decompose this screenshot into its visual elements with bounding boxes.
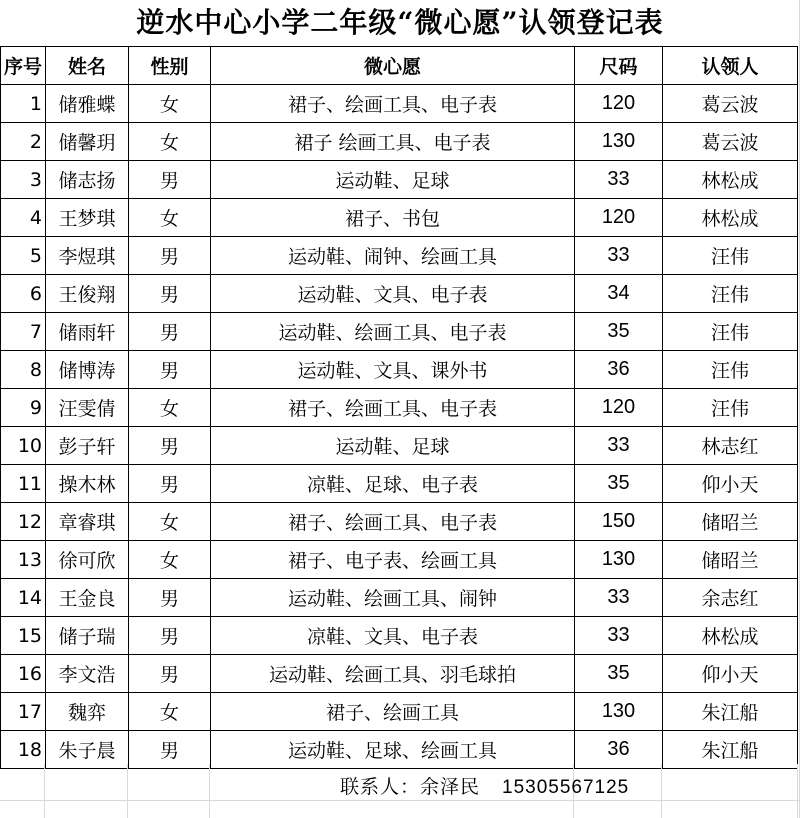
contact-label: 联系人：余泽民 — [340, 776, 481, 798]
table-row — [1, 731, 798, 769]
header-size: 尺码 — [575, 47, 663, 85]
contact-phone: 15305567125 — [502, 777, 630, 798]
cell-size: 130 — [575, 541, 663, 579]
registration-table — [0, 46, 798, 769]
header-gender: 性别 — [129, 47, 211, 85]
cell-claimer: 林松成 — [663, 161, 798, 199]
cell-size: 33 — [575, 427, 663, 465]
table-row — [1, 199, 798, 237]
cell-claimer: 余志红 — [663, 579, 798, 617]
cell-gender: 男 — [129, 275, 211, 313]
cell-wish: 裙子、绘画工具 — [211, 693, 575, 731]
cell-index: 15 — [1, 617, 46, 655]
cell-claimer: 仰小天 — [663, 655, 798, 693]
cell-wish: 运动鞋、足球、绘画工具 — [211, 731, 575, 769]
cell-gender: 男 — [129, 465, 211, 503]
header-claimer: 认领人 — [663, 47, 798, 85]
cell-name: 储志扬 — [46, 161, 129, 199]
cell-wish: 裙子、书包 — [211, 199, 575, 237]
cell-name: 操木林 — [46, 465, 129, 503]
cell-claimer: 林松成 — [663, 617, 798, 655]
header-name: 姓名 — [46, 47, 129, 85]
table-row — [1, 161, 798, 199]
cell-claimer: 朱江船 — [663, 693, 798, 731]
cell-claimer: 储昭兰 — [663, 503, 798, 541]
cell-index: 17 — [1, 693, 46, 731]
cell-claimer: 林松成 — [663, 199, 798, 237]
table-row — [1, 85, 798, 123]
cell-wish: 运动鞋、绘画工具、羽毛球拍 — [211, 655, 575, 693]
cell-name: 储雅蝶 — [46, 85, 129, 123]
cell-wish: 运动鞋、足球 — [211, 427, 575, 465]
cell-size: 35 — [575, 655, 663, 693]
cell-index: 2 — [1, 123, 46, 161]
cell-claimer: 仰小天 — [663, 465, 798, 503]
cell-size: 130 — [575, 123, 663, 161]
page-title: 逆水中心小学二年级“微心愿”认领登记表 — [136, 6, 664, 39]
cell-size: 33 — [575, 161, 663, 199]
cell-size: 36 — [575, 731, 663, 769]
cell-wish: 凉鞋、足球、电子表 — [211, 465, 575, 503]
cell-index: 12 — [1, 503, 46, 541]
cell-claimer: 汪伟 — [663, 313, 798, 351]
cell-index: 7 — [1, 313, 46, 351]
cell-gender: 男 — [129, 237, 211, 275]
cell-name: 李煜琪 — [46, 237, 129, 275]
cell-size: 130 — [575, 693, 663, 731]
cell-wish: 凉鞋、文具、电子表 — [211, 617, 575, 655]
cell-claimer: 汪伟 — [663, 351, 798, 389]
cell-size: 33 — [575, 237, 663, 275]
cell-size: 150 — [575, 503, 663, 541]
cell-gender: 女 — [129, 503, 211, 541]
table-row — [1, 655, 798, 693]
cell-name: 朱子晨 — [46, 731, 129, 769]
cell-index: 9 — [1, 389, 46, 427]
cell-index: 11 — [1, 465, 46, 503]
table-row — [1, 579, 798, 617]
cell-size: 120 — [575, 199, 663, 237]
cell-wish: 裙子、电子表、绘画工具 — [211, 541, 575, 579]
cell-gender: 男 — [129, 617, 211, 655]
cell-gender: 女 — [129, 389, 211, 427]
cell-gender: 男 — [129, 351, 211, 389]
table-row — [1, 313, 798, 351]
cell-index: 16 — [1, 655, 46, 693]
cell-size: 34 — [575, 275, 663, 313]
table-row — [1, 503, 798, 541]
cell-index: 13 — [1, 541, 46, 579]
header-index: 序号 — [1, 47, 46, 85]
cell-claimer: 葛云波 — [663, 123, 798, 161]
cell-size: 35 — [575, 313, 663, 351]
table-row — [1, 275, 798, 313]
cell-name: 李文浩 — [46, 655, 129, 693]
cell-wish: 运动鞋、文具、电子表 — [211, 275, 575, 313]
cell-claimer: 汪伟 — [663, 275, 798, 313]
cell-wish: 裙子、绘画工具、电子表 — [211, 389, 575, 427]
table-row — [1, 351, 798, 389]
cell-name: 储雨轩 — [46, 313, 129, 351]
cell-wish: 运动鞋、闹钟、绘画工具 — [211, 237, 575, 275]
cell-claimer: 朱江船 — [663, 731, 798, 769]
cell-index: 8 — [1, 351, 46, 389]
cell-name: 王梦琪 — [46, 199, 129, 237]
table-row — [1, 389, 798, 427]
header-wish: 微心愿 — [211, 47, 575, 85]
cell-gender: 男 — [129, 313, 211, 351]
cell-size: 36 — [575, 351, 663, 389]
table-body — [1, 85, 798, 769]
cell-index: 1 — [1, 85, 46, 123]
table-row — [1, 617, 798, 655]
cell-wish: 运动鞋、绘画工具、闹钟 — [211, 579, 575, 617]
cell-gender: 女 — [129, 693, 211, 731]
cell-claimer: 葛云波 — [663, 85, 798, 123]
cell-gender: 男 — [129, 655, 211, 693]
cell-gender: 女 — [129, 541, 211, 579]
cell-name: 王金良 — [46, 579, 129, 617]
cell-gender: 男 — [129, 579, 211, 617]
cell-size: 33 — [575, 579, 663, 617]
cell-gender: 男 — [129, 731, 211, 769]
cell-wish: 裙子、绘画工具、电子表 — [211, 503, 575, 541]
table-row — [1, 237, 798, 275]
cell-claimer: 储昭兰 — [663, 541, 798, 579]
cell-index: 5 — [1, 237, 46, 275]
contact-line — [340, 772, 629, 799]
cell-claimer: 汪伟 — [663, 389, 798, 427]
cell-name: 储子瑞 — [46, 617, 129, 655]
cell-index: 4 — [1, 199, 46, 237]
cell-name: 储馨玥 — [46, 123, 129, 161]
cell-gender: 女 — [129, 85, 211, 123]
cell-size: 35 — [575, 465, 663, 503]
table-row — [1, 541, 798, 579]
table-row — [1, 427, 798, 465]
table-row — [1, 123, 798, 161]
cell-wish: 裙子、绘画工具、电子表 — [211, 85, 575, 123]
cell-name: 彭子轩 — [46, 427, 129, 465]
cell-size: 120 — [575, 389, 663, 427]
table-row — [1, 693, 798, 731]
cell-gender: 男 — [129, 427, 211, 465]
cell-wish: 运动鞋、足球 — [211, 161, 575, 199]
cell-gender: 男 — [129, 161, 211, 199]
cell-name: 章睿琪 — [46, 503, 129, 541]
cell-index: 6 — [1, 275, 46, 313]
cell-index: 10 — [1, 427, 46, 465]
cell-gender: 女 — [129, 123, 211, 161]
cell-index: 14 — [1, 579, 46, 617]
cell-name: 徐可欣 — [46, 541, 129, 579]
cell-name: 储博涛 — [46, 351, 129, 389]
cell-wish: 运动鞋、绘画工具、电子表 — [211, 313, 575, 351]
cell-name: 汪雯倩 — [46, 389, 129, 427]
cell-wish: 运动鞋、文具、课外书 — [211, 351, 575, 389]
cell-index: 18 — [1, 731, 46, 769]
table-header-row — [1, 47, 798, 85]
cell-name: 魏弈 — [46, 693, 129, 731]
cell-claimer: 林志红 — [663, 427, 798, 465]
cell-index: 3 — [1, 161, 46, 199]
cell-size: 120 — [575, 85, 663, 123]
table-row — [1, 465, 798, 503]
cell-claimer: 汪伟 — [663, 237, 798, 275]
cell-size: 33 — [575, 617, 663, 655]
cell-wish: 裙子 绘画工具、电子表 — [211, 123, 575, 161]
cell-gender: 女 — [129, 199, 211, 237]
cell-name: 王俊翔 — [46, 275, 129, 313]
